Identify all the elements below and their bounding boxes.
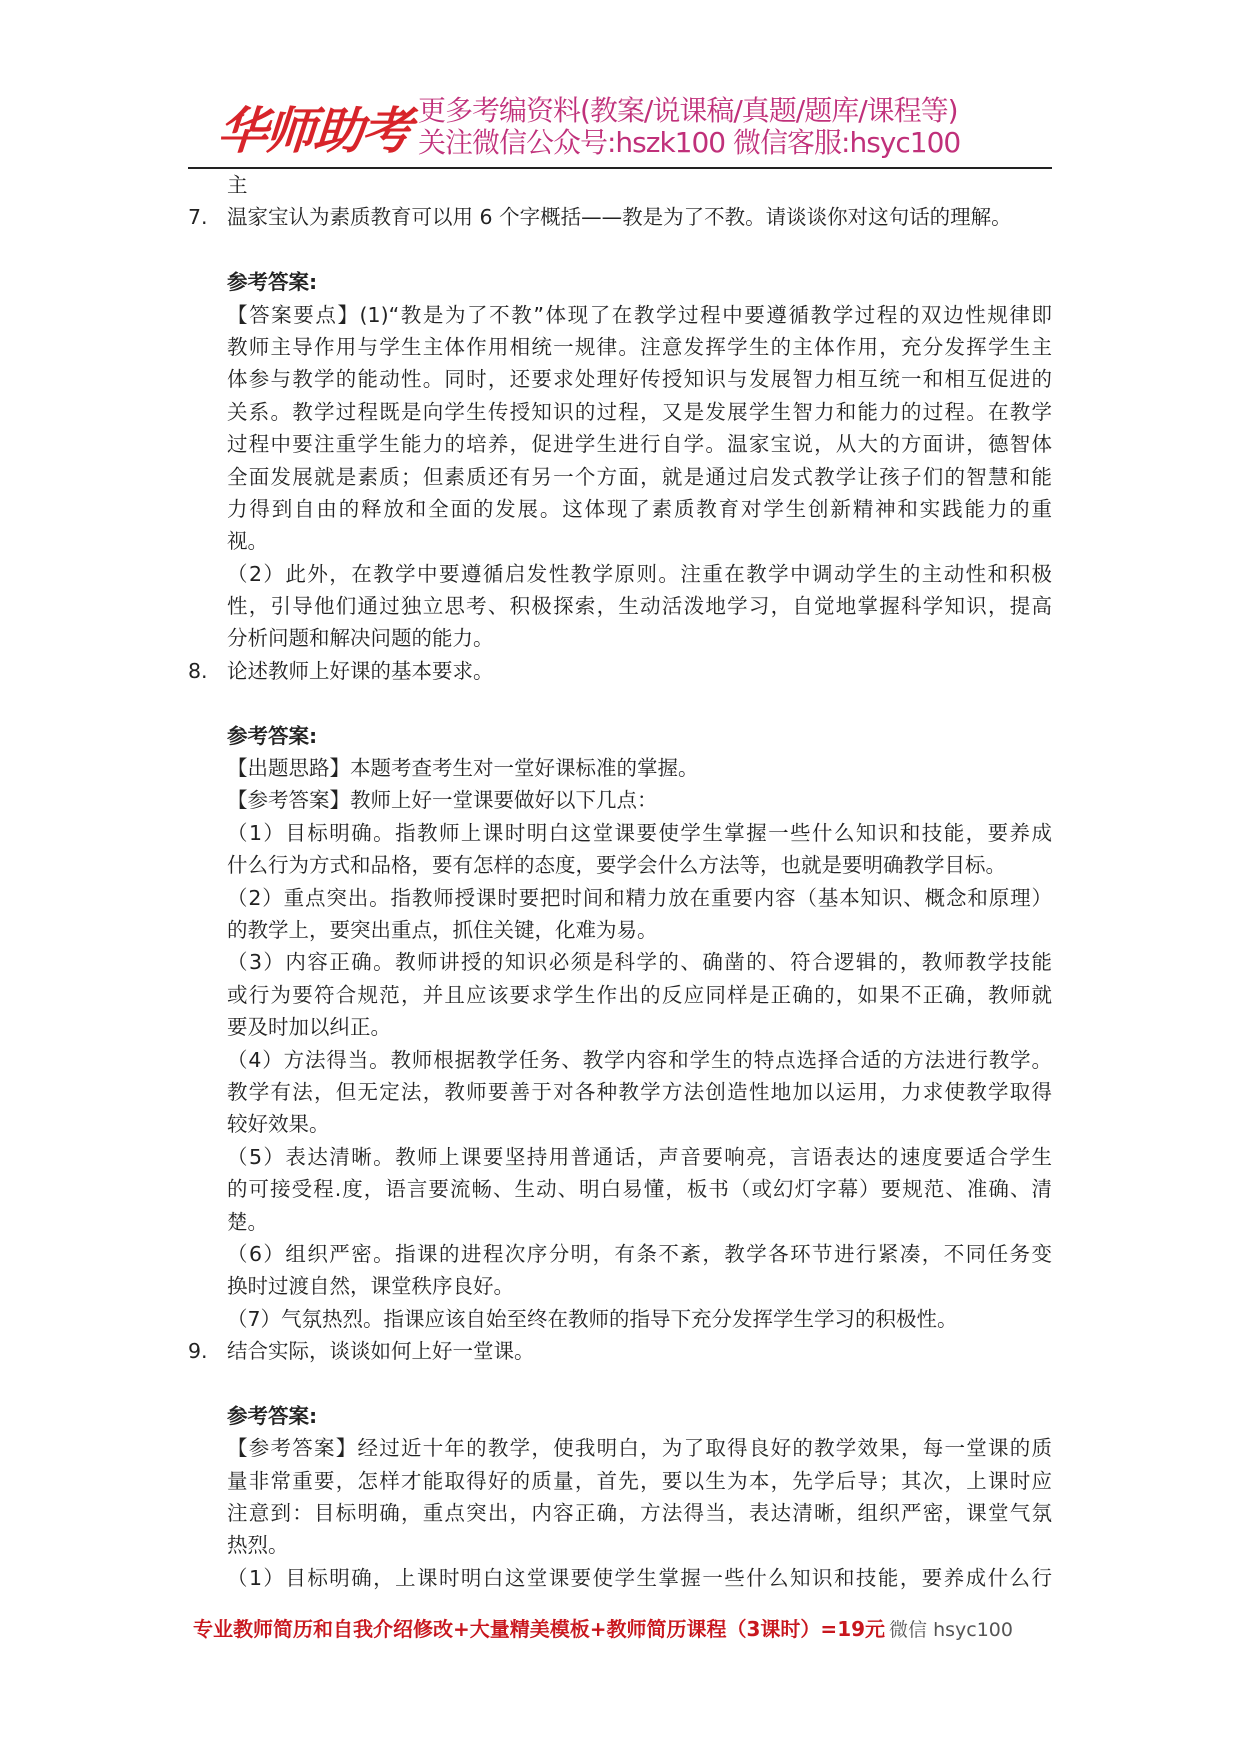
paragraph-line [188, 914, 1052, 946]
line-text: （2）此外，在教学中要遵循启发性教学原则。注重在教学中调动学生的主动性和积极 [227, 561, 1052, 586]
paragraph-line [188, 979, 1052, 1011]
answer-heading [188, 720, 1052, 752]
paragraph-line [188, 331, 1052, 363]
line-text: 的教学上，要突出重点，抓住关键，化难为易。 [227, 917, 658, 942]
line-text: 要及时加以纠正。 [227, 1015, 391, 1040]
paragraph-line [188, 396, 1052, 428]
paragraph-line [188, 849, 1052, 881]
blank-line [188, 1367, 1052, 1399]
paragraph-line [188, 1206, 1052, 1238]
paragraph-line [188, 752, 1052, 784]
line-text: 分析问题和解决问题的能力。 [227, 626, 494, 651]
footer-contact: 微信 hsyc100 [889, 1619, 1013, 1641]
paragraph-line [188, 525, 1052, 557]
line-text: 【出题思路】本题考查考生对一堂好课标准的掌握。 [227, 756, 699, 781]
paragraph-line [188, 946, 1052, 978]
paragraph-line [188, 1529, 1052, 1561]
line-text: 注意到：目标明确，重点突出，内容正确，方法得当，表达清晰，组织严密，课堂气氛 [227, 1501, 1052, 1526]
line-text: 教学有法，但无定法，教师要善于对各种教学方法创造性地加以运用，力求使教学取得 [227, 1079, 1052, 1104]
line-text: 换时过渡自然，课堂秩序良好。 [227, 1274, 514, 1299]
line-text: 视。 [227, 529, 268, 554]
question-line [188, 655, 1052, 687]
header-banner [215, 92, 1028, 162]
header-slogan [418, 95, 960, 159]
footer-promo: 专业教师简历和自我介绍修改+大量精美模板+教师简历课程（3课时）=19元 [193, 1617, 886, 1641]
paragraph-line [188, 1044, 1052, 1076]
paragraph-line [188, 169, 1052, 201]
line-text: 体参与教学的能动性。同时，还要求处理好传授知识与发展智力相互统一和相互促进的 [227, 367, 1052, 392]
line-text: 全面发展就是素质；但素质还有另一个方面，就是通过启发式教学让孩子们的智慧和能 [227, 464, 1052, 489]
line-text: 或行为要符合规范，并且应该要求学生作出的反应同样是正确的，如果不正确，教师就 [227, 982, 1052, 1007]
paragraph-line [188, 428, 1052, 460]
line-text: 教师主导作用与学生主体作用相统一规律。注意发挥学生的主体作用，充分发挥学生主 [227, 334, 1052, 359]
blank-line [188, 234, 1052, 266]
paragraph-line [188, 461, 1052, 493]
paragraph-line [188, 1303, 1052, 1335]
line-text: 主 [227, 173, 248, 197]
paragraph-line [188, 299, 1052, 331]
paragraph-line [188, 1465, 1052, 1497]
line-text: 热烈。 [227, 1533, 289, 1558]
paragraph-line [188, 1173, 1052, 1205]
line-text: 较好效果。 [227, 1112, 330, 1137]
paragraph-line [188, 1562, 1052, 1594]
line-text: 的可接受程.度，语言要流畅、生动、明白易懂，板书（或幻灯字幕）要规范、准确、清 [227, 1177, 1052, 1202]
line-text: （2）重点突出。指教师授课时要把时间和精力放在重要内容（基本知识、概念和原理） [227, 885, 1052, 910]
answer-heading [188, 266, 1052, 298]
question-line [188, 201, 1052, 233]
paragraph-line [188, 1497, 1052, 1529]
line-text: 温家宝认为素质教育可以用 6 个字概括——教是为了不教。请谈谈你对这句话的理解。 [227, 205, 1012, 230]
paragraph-line [188, 1270, 1052, 1302]
line-text: 【参考答案】经过近十年的教学，使我明白，为了取得良好的教学效果，每一堂课的质 [227, 1436, 1052, 1461]
paragraph-line [188, 1432, 1052, 1464]
question-number: 7. [188, 205, 208, 230]
slogan-line-2: 关注微信公众号:hszk100 微信客服:hsyc100 [418, 126, 961, 159]
paragraph-line [188, 363, 1052, 395]
line-text: 参考答案: [227, 270, 318, 295]
paragraph-line [188, 558, 1052, 590]
line-text: 论述教师上好课的基本要求。 [227, 658, 494, 683]
answer-heading [188, 1400, 1052, 1432]
line-text: 量非常重要，怎样才能取得好的质量，首先，要以生为本，先学后导；其次，上课时应 [227, 1468, 1052, 1493]
paragraph-line [188, 1011, 1052, 1043]
brand-logo: 华师助考 [215, 102, 412, 160]
paragraph-line [188, 784, 1052, 816]
paragraph-line [188, 493, 1052, 525]
line-text: 【参考答案】教师上好一堂课要做好以下几点： [227, 788, 658, 813]
line-text: （7）气氛热烈。指课应该自始至终在教师的指导下充分发挥学生学习的积极性。 [227, 1306, 958, 1331]
line-text: 力得到自由的释放和全面的发展。这体现了素质教育对学生创新精神和实践能力的重 [227, 496, 1052, 521]
paragraph-line [188, 1076, 1052, 1108]
line-text: 性，引导他们通过独立思考、积极探索，生动活泼地学习，自觉地掌握科学知识，提高 [227, 594, 1052, 619]
paragraph-line [188, 1108, 1052, 1140]
paragraph-line [188, 622, 1052, 654]
paragraph-line [188, 882, 1052, 914]
question-number: 8. [188, 658, 208, 683]
line-text: （3）内容正确。教师讲授的知识必须是科学的、确凿的、符合逻辑的，教师教学技能 [227, 950, 1052, 975]
slogan-line-1: 更多考编资料(教案/说课稿/真题/题库/课程等) [418, 94, 958, 127]
paragraph-line [188, 590, 1052, 622]
question-line [188, 1335, 1052, 1367]
paragraph-line [188, 817, 1052, 849]
line-text: （4）方法得当。教师根据教学任务、教学内容和学生的特点选择合适的方法进行教学。 [227, 1047, 1052, 1072]
line-text: 参考答案: [227, 1403, 318, 1428]
line-text: 什么行为方式和品格，要有怎样的态度，要学会什么方法等，也就是要明确教学目标。 [227, 853, 1006, 878]
footer-ad [193, 1613, 1013, 1642]
line-text: （5）表达清晰。教师上课要坚持用普通话，声音要响亮，言语表达的速度要适合学生 [227, 1144, 1052, 1169]
line-text: （1）目标明确。指教师上课时明白这堂课要使学生掌握一些什么知识和技能，要养成 [227, 820, 1052, 845]
line-text: 楚。 [227, 1209, 268, 1234]
line-text: 结合实际，谈谈如何上好一堂课。 [227, 1339, 535, 1364]
blank-line [188, 687, 1052, 719]
question-number: 9. [188, 1339, 208, 1364]
line-text: （6）组织严密。指课的进程次序分明，有条不紊，教学各环节进行紧凑，不同任务变 [227, 1241, 1052, 1266]
line-text: （1）目标明确，上课时明白这堂课要使学生掌握一些什么知识和技能，要养成什么行 [227, 1565, 1052, 1590]
paragraph-line [188, 1141, 1052, 1173]
paragraph-line [188, 1238, 1052, 1270]
line-text: 参考答案: [227, 723, 318, 748]
document-body [188, 169, 1052, 1594]
line-text: 【答案要点】(1)“教是为了不教”体现了在教学过程中要遵循教学过程的双边性规律即 [227, 302, 1052, 327]
line-text: 过程中要注重学生能力的培养，促进学生进行自学。温家宝说，从大的方面讲，德智体 [227, 432, 1052, 457]
line-text: 关系。教学过程既是向学生传授知识的过程，又是发展学生智力和能力的过程。在教学 [227, 399, 1052, 424]
